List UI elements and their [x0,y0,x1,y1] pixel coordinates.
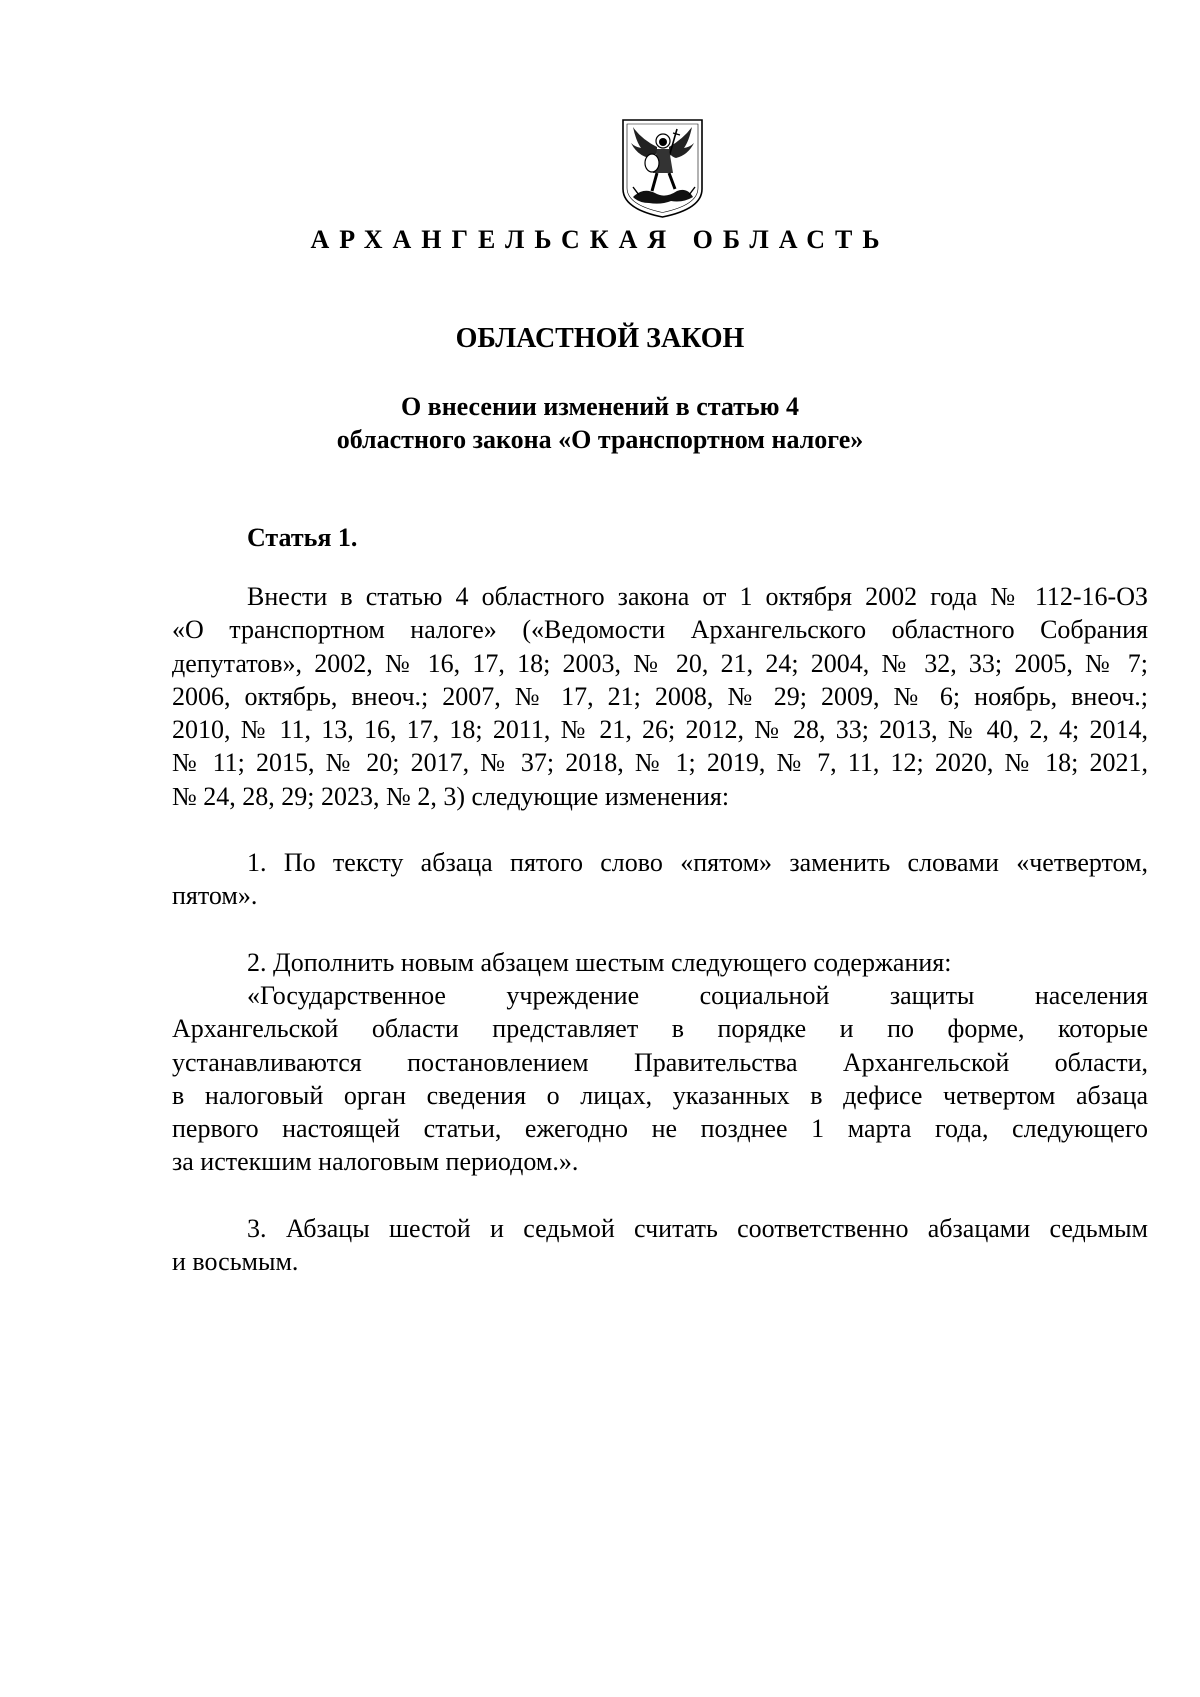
paragraph-line: 2010, № 11, 13, 16, 17, 18; 2011, № 21, 26; 2012, № 28, 33; 2013, № 40, 2, 4; 2014, [172,715,1148,745]
paragraph-line: № 11; 2015, № 20; 2017, № 37; 2018, № 1; 2019, № 7, 11, 12; 2020, № 18; 2021, [172,748,1148,778]
paragraph-line: «Государственное учреждение социальной защиты населения [247,981,1148,1010]
arkhangelsk-coat-of-arms-icon [619,117,706,220]
article-intro-paragraph [172,580,1148,813]
paragraph-line: за истекшим налоговым периодом.». [172,1147,579,1177]
paragraph-line: Архангельской области представляет в порядке и по форме, которые [172,1014,1148,1044]
paragraph-line: № 24, 28, 29; 2023, № 2, 3) следующие изменения: [172,781,730,811]
paragraph-line: 2006, октябрь, внеоч.; 2007, № 17, 21; 2008, № 29; 2009, № 6; ноябрь, внеоч.; [172,681,1148,711]
paragraph-line: депутатов», 2002, № 16, 17, 18; 2003, № 20, 21, 24; 2004, № 32, 33; 2005, № 7; [172,648,1148,678]
paragraph-line: устанавливаются постановлением Правительства Архангельской области, [172,1047,1148,1077]
article-heading: Статья 1. [247,523,358,552]
region-name: АРХАНГЕЛЬСКАЯ ОБЛАСТЬ [310,225,890,254]
amendment-item-2-intro [172,946,1148,979]
paragraph-line: и восьмым. [172,1247,299,1277]
document-title-line: областного закона «О транспортном налоге» [336,425,864,454]
document-title [0,390,1200,456]
paragraph-line: первого настоящей статьи, ежегодно не позднее 1 марта года, следующего [172,1114,1148,1144]
document-type: ОБЛАСТНОЙ ЗАКОН [455,323,745,354]
paragraph-line: Внести в статью 4 областного закона от 1 октября 2002 года № 112-16-ОЗ [247,582,1148,611]
paragraph-line: пятом». [172,881,258,911]
amendment-item-2-quote [172,979,1148,1179]
paragraph-line: в налоговый орган сведения о лицах, указанных в дефисе четвертом абзаца [172,1080,1148,1110]
amendment-item-1 [172,846,1148,913]
paragraph-line: 2. Дополнить новым абзацем шестым следующего содержания: [247,948,952,977]
paragraph-line: 3. Абзацы шестой и седьмой считать соответственно абзацами седьмым [247,1214,1148,1243]
document-title-line: О внесении изменений в статью 4 [400,392,800,421]
paragraph-line: 1. По тексту абзаца пятого слово «пятом» заменить словами «четвертом, [247,848,1148,877]
paragraph-line: «О транспортном налоге» («Ведомости Архангельского областного Собрания [172,615,1148,645]
amendment-item-3 [172,1212,1148,1279]
